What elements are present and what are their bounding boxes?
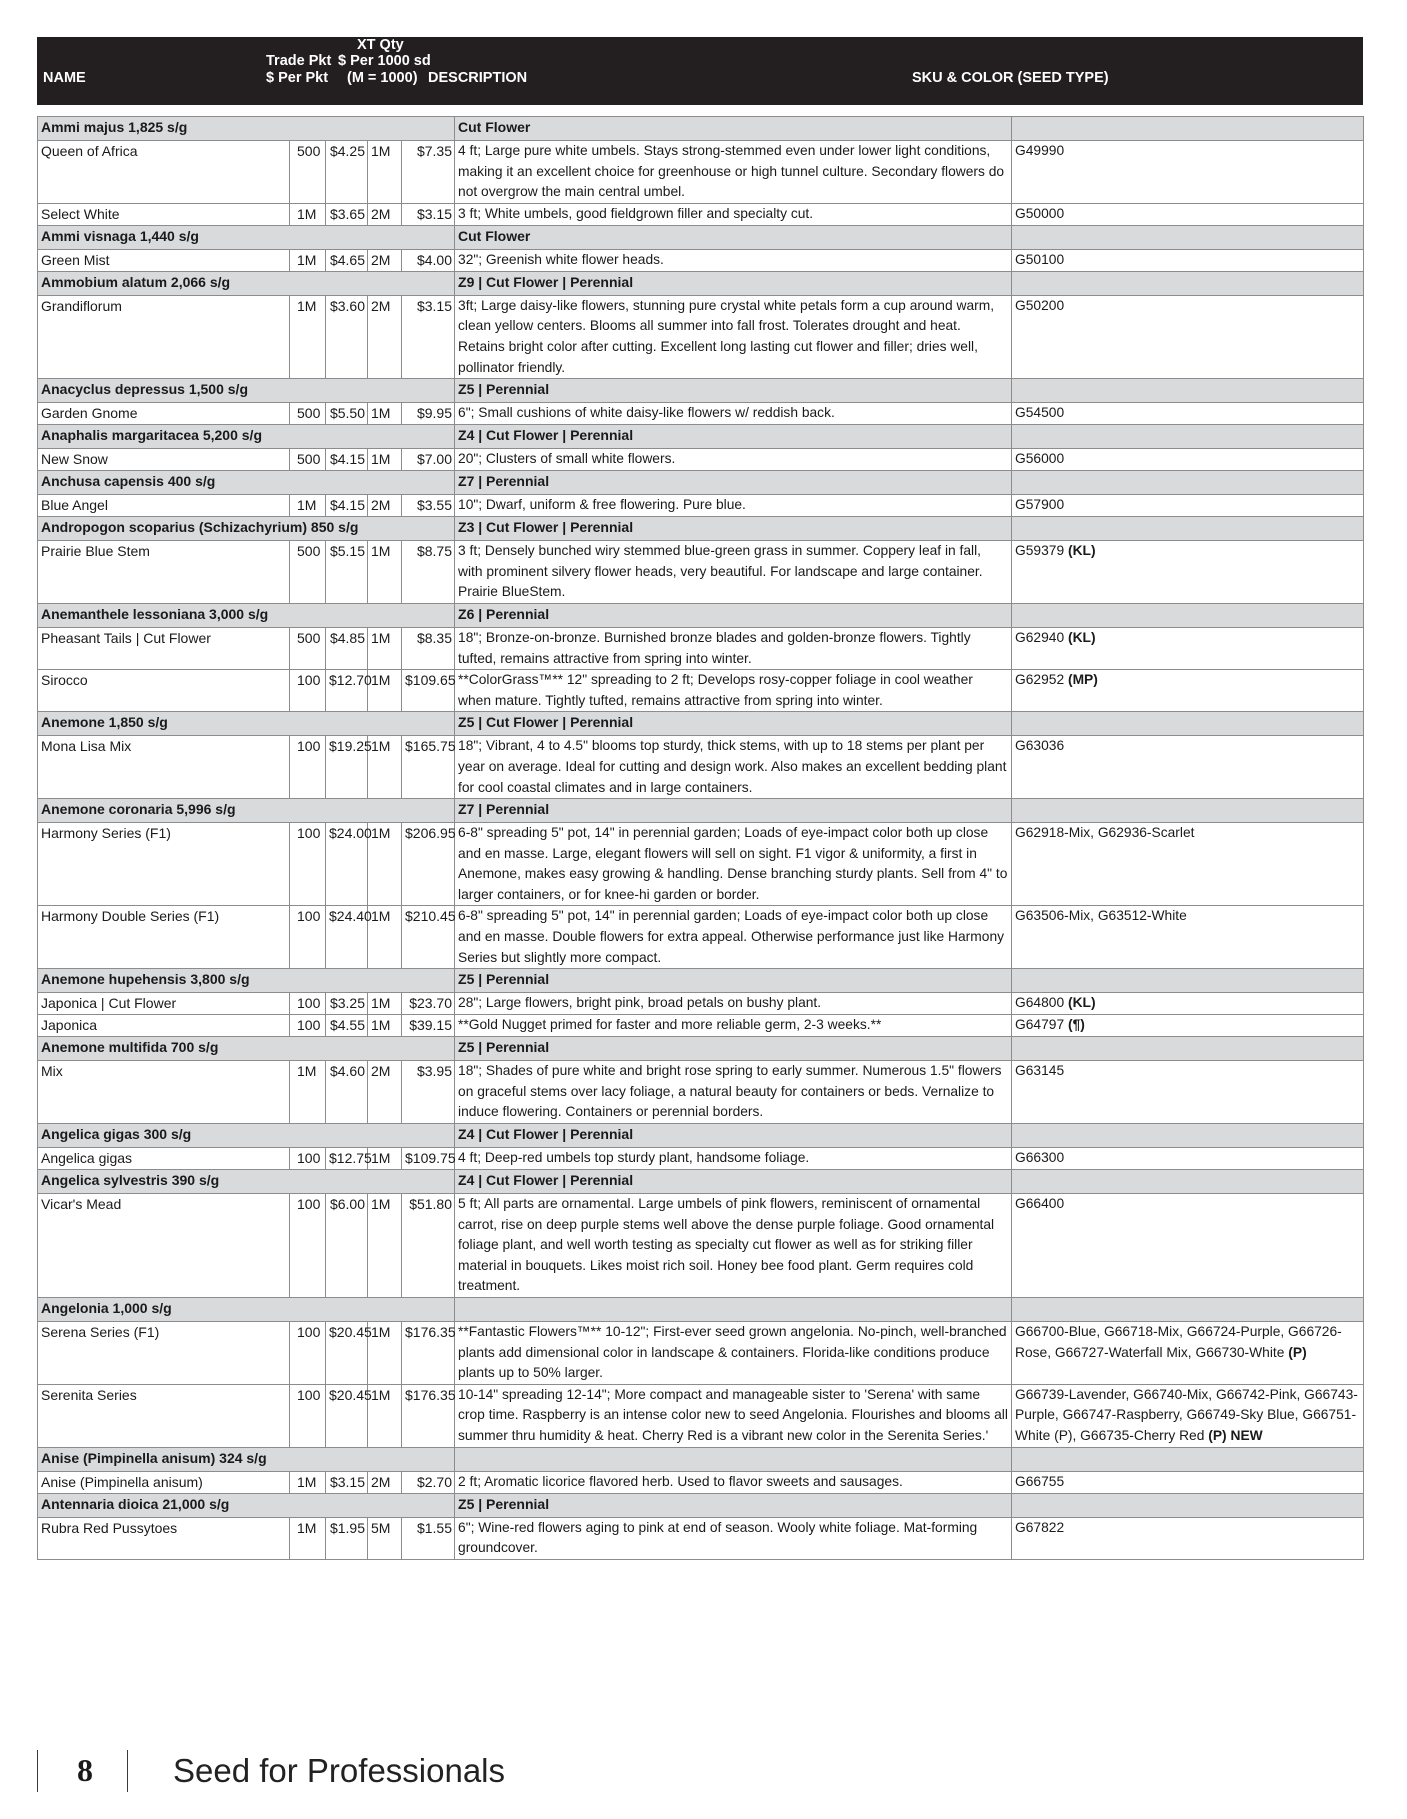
variety-description: 10"; Dwarf, uniform & free flowering. Pure blue. bbox=[455, 495, 1012, 517]
variety-description: 28"; Large flowers, bright pink, broad petals on bushy plant. bbox=[455, 993, 1012, 1015]
table-row bbox=[38, 993, 1364, 1015]
species-sku-blank bbox=[1012, 603, 1364, 627]
sku-color bbox=[1012, 495, 1364, 517]
trade-pkt-price: $6.00 bbox=[326, 1194, 368, 1298]
sku-color bbox=[1012, 736, 1364, 799]
sku-code: G56000 bbox=[1015, 451, 1065, 467]
sku-code: G67822 bbox=[1015, 1519, 1065, 1535]
header-xt-line3: (M = 1000) bbox=[347, 70, 418, 86]
xt-qty: 1M bbox=[368, 823, 402, 906]
xt-qty: 2M bbox=[368, 1471, 402, 1493]
sku-color bbox=[1012, 1194, 1364, 1298]
variety-name: Vicar's Mead bbox=[38, 1194, 290, 1298]
variety-name: Green Mist bbox=[38, 249, 290, 271]
species-sku-blank bbox=[1012, 1447, 1364, 1471]
trade-pkt-price: $12.70 bbox=[326, 670, 368, 712]
trade-pkt-qty: 100 bbox=[290, 1015, 326, 1037]
species-name: Anise (Pimpinella anisum) 324 s/g bbox=[38, 1447, 455, 1471]
xt-qty: 1M bbox=[368, 1015, 402, 1037]
trade-pkt-price: $3.60 bbox=[326, 295, 368, 378]
trade-pkt-price: $4.25 bbox=[326, 141, 368, 204]
species-header-row bbox=[38, 1037, 1364, 1061]
sku-color bbox=[1012, 1148, 1364, 1170]
variety-description: 20"; Clusters of small white flowers. bbox=[455, 449, 1012, 471]
xt-qty: 2M bbox=[368, 295, 402, 378]
xt-qty: 2M bbox=[368, 495, 402, 517]
species-sku-blank bbox=[1012, 117, 1364, 141]
sku-color bbox=[1012, 1517, 1364, 1559]
sku-color bbox=[1012, 627, 1364, 669]
xt-price: $1.55 bbox=[402, 1517, 455, 1559]
xt-price: $39.15 bbox=[402, 1015, 455, 1037]
species-type: Z5 | Perennial bbox=[455, 1037, 1012, 1061]
table-row bbox=[38, 203, 1364, 225]
variety-name: Harmony Double Series (F1) bbox=[38, 906, 290, 969]
sku-color bbox=[1012, 906, 1364, 969]
page-footer bbox=[37, 1744, 637, 1804]
xt-price: $206.95 bbox=[402, 823, 455, 906]
xt-price: $51.80 bbox=[402, 1194, 455, 1298]
variety-name: Mona Lisa Mix bbox=[38, 736, 290, 799]
species-type: Z6 | Perennial bbox=[455, 603, 1012, 627]
trade-pkt-qty: 100 bbox=[290, 1148, 326, 1170]
variety-name: Blue Angel bbox=[38, 495, 290, 517]
sku-code: G64800 bbox=[1015, 995, 1065, 1011]
species-sku-blank bbox=[1012, 379, 1364, 403]
species-name: Anemone coronaria 5,996 s/g bbox=[38, 799, 455, 823]
species-name: Anemanthele lessoniana 3,000 s/g bbox=[38, 603, 455, 627]
sku-code: G49990 bbox=[1015, 143, 1065, 158]
table-row bbox=[38, 1148, 1364, 1170]
variety-description: 4 ft; Large pure white umbels. Stays strong-stemmed even under lower light conditions, making it an excellent choice for greenhouse or high tunnel culture. Secondary flowers do not overgrow the main central umbel. bbox=[455, 141, 1012, 204]
sku-color bbox=[1012, 249, 1364, 271]
trade-pkt-qty: 100 bbox=[290, 1194, 326, 1298]
xt-price: $4.00 bbox=[402, 249, 455, 271]
xt-price: $9.95 bbox=[402, 403, 455, 425]
seed-type-badge: (¶) bbox=[1067, 1017, 1085, 1033]
species-type bbox=[455, 1298, 1012, 1322]
seed-type-badge: (P) NEW bbox=[1208, 1427, 1263, 1443]
table-header bbox=[37, 37, 1363, 105]
variety-description: 32"; Greenish white flower heads. bbox=[455, 249, 1012, 271]
trade-pkt-price: $4.15 bbox=[326, 495, 368, 517]
table-row bbox=[38, 906, 1364, 969]
sku-code: G63036 bbox=[1015, 738, 1065, 754]
page-number: 8 bbox=[77, 1752, 93, 1788]
variety-description: 5 ft; All parts are ornamental. Large umbels of pink flowers, reminiscent of ornamental carrot, rise on deep purple stems well above the dense purple foliage. Good ornamental foliage plant, and well worth testing as specialty cut flower as well as for striking filler material in bouquets. Likes moist rich soil. Honey bee food plant. Germ requires cold treatment. bbox=[455, 1194, 1012, 1298]
sku-code: G50200 bbox=[1015, 297, 1065, 313]
sku-color bbox=[1012, 1061, 1364, 1124]
variety-name: Angelica gigas bbox=[38, 1148, 290, 1170]
species-type: Z5 | Perennial bbox=[455, 1493, 1012, 1517]
species-header-row bbox=[38, 271, 1364, 295]
header-sku: SKU & COLOR (SEED TYPE) bbox=[912, 70, 1109, 86]
xt-price: $176.35 bbox=[402, 1384, 455, 1447]
species-header-row bbox=[38, 799, 1364, 823]
header-name: NAME bbox=[43, 70, 86, 86]
trade-pkt-qty: 100 bbox=[290, 993, 326, 1015]
species-sku-blank bbox=[1012, 1493, 1364, 1517]
variety-description: 4 ft; Deep-red umbels top sturdy plant, handsome foliage. bbox=[455, 1148, 1012, 1170]
sku-code: G59379 bbox=[1015, 543, 1065, 559]
trade-pkt-price: $20.45 bbox=[326, 1322, 368, 1385]
sku-code: G54500 bbox=[1015, 405, 1065, 421]
trade-pkt-price: $1.95 bbox=[326, 1517, 368, 1559]
trade-pkt-qty: 100 bbox=[290, 906, 326, 969]
sku-color bbox=[1012, 403, 1364, 425]
species-sku-blank bbox=[1012, 271, 1364, 295]
trade-pkt-qty: 100 bbox=[290, 823, 326, 906]
species-type: Z5 | Perennial bbox=[455, 379, 1012, 403]
species-name: Antennaria dioica 21,000 s/g bbox=[38, 1493, 455, 1517]
catalog-title: Seed for Professionals bbox=[173, 1752, 506, 1789]
variety-name: Garden Gnome bbox=[38, 403, 290, 425]
xt-price: $2.70 bbox=[402, 1471, 455, 1493]
sku-code: G50000 bbox=[1015, 205, 1065, 221]
sku-code: G50100 bbox=[1015, 251, 1065, 267]
species-header-row bbox=[38, 471, 1364, 495]
variety-description: **ColorGrass™** 12" spreading to 2 ft; Develops rosy-copper foliage in cool weather when mature. Tightly tufted, remains attractive from spring into winter. bbox=[455, 670, 1012, 712]
species-sku-blank bbox=[1012, 1037, 1364, 1061]
species-sku-blank bbox=[1012, 471, 1364, 495]
trade-pkt-qty: 1M bbox=[290, 495, 326, 517]
xt-price: $8.75 bbox=[402, 541, 455, 604]
variety-name: Anise (Pimpinella anisum) bbox=[38, 1471, 290, 1493]
variety-name: Harmony Series (F1) bbox=[38, 823, 290, 906]
variety-description: 2 ft; Aromatic licorice flavored herb. Used to flavor sweets and sausages. bbox=[455, 1471, 1012, 1493]
variety-description: 3ft; Large daisy-like flowers, stunning pure crystal white petals form a cup around warm, clean yellow centers. Blooms all summer into fall frost. Tolerates drought and heat. Retains bright color after cutting. Excellent long lasting cut flower and filler; dries well, pollinator friendly. bbox=[455, 295, 1012, 378]
sku-color bbox=[1012, 1015, 1364, 1037]
xt-qty: 1M bbox=[368, 1384, 402, 1447]
species-type: Cut Flower bbox=[455, 117, 1012, 141]
xt-qty: 1M bbox=[368, 1322, 402, 1385]
xt-price: $3.55 bbox=[402, 495, 455, 517]
xt-qty: 1M bbox=[368, 670, 402, 712]
header-description: DESCRIPTION bbox=[428, 70, 528, 86]
xt-price: $3.95 bbox=[402, 1061, 455, 1124]
species-sku-blank bbox=[1012, 225, 1364, 249]
species-header-row bbox=[38, 712, 1364, 736]
variety-description: 6-8" spreading 5" pot, 14" in perennial garden; Loads of eye-impact color both up close and en masse. Large, elegant flowers will sell on sight. F1 vigor & uniformity, a first in Anemone, makes easy growing & handling. Dense branching sturdy plants. Sell from 4" to larger containers, or for knee-hi garden or border. bbox=[455, 823, 1012, 906]
trade-pkt-qty: 100 bbox=[290, 670, 326, 712]
table-row bbox=[38, 295, 1364, 378]
trade-pkt-price: $5.50 bbox=[326, 403, 368, 425]
variety-description: **Gold Nugget primed for faster and more reliable germ, 2-3 weeks.** bbox=[455, 1015, 1012, 1037]
species-name: Angelonia 1,000 s/g bbox=[38, 1298, 455, 1322]
variety-name: Queen of Africa bbox=[38, 141, 290, 204]
seed-type-badge: (MP) bbox=[1067, 672, 1098, 688]
species-header-row bbox=[38, 379, 1364, 403]
table-row bbox=[38, 823, 1364, 906]
sku-color bbox=[1012, 823, 1364, 906]
xt-qty: 1M bbox=[368, 627, 402, 669]
variety-name: Japonica | Cut Flower bbox=[38, 993, 290, 1015]
trade-pkt-price: $4.85 bbox=[326, 627, 368, 669]
trade-pkt-qty: 100 bbox=[290, 736, 326, 799]
species-type: Z9 | Cut Flower | Perennial bbox=[455, 271, 1012, 295]
trade-pkt-price: $5.15 bbox=[326, 541, 368, 604]
species-header-row bbox=[38, 1493, 1364, 1517]
species-name: Anemone 1,850 s/g bbox=[38, 712, 455, 736]
species-name: Anaphalis margaritacea 5,200 s/g bbox=[38, 425, 455, 449]
species-name: Angelica gigas 300 s/g bbox=[38, 1124, 455, 1148]
xt-price: $7.35 bbox=[402, 141, 455, 204]
species-name: Ammi visnaga 1,440 s/g bbox=[38, 225, 455, 249]
species-header-row bbox=[38, 425, 1364, 449]
species-sku-blank bbox=[1012, 799, 1364, 823]
trade-pkt-qty: 1M bbox=[290, 1517, 326, 1559]
variety-name: Sirocco bbox=[38, 670, 290, 712]
trade-pkt-qty: 100 bbox=[290, 1322, 326, 1385]
species-type: Z7 | Perennial bbox=[455, 799, 1012, 823]
xt-qty: 1M bbox=[368, 541, 402, 604]
variety-description: 6"; Small cushions of white daisy-like flowers w/ reddish back. bbox=[455, 403, 1012, 425]
table-row bbox=[38, 541, 1364, 604]
sku-code: G64797 bbox=[1015, 1017, 1065, 1033]
species-header-row bbox=[38, 1298, 1364, 1322]
species-header-row bbox=[38, 603, 1364, 627]
trade-pkt-qty: 100 bbox=[290, 1384, 326, 1447]
xt-qty: 1M bbox=[368, 449, 402, 471]
species-sku-blank bbox=[1012, 1170, 1364, 1194]
species-name: Anemone hupehensis 3,800 s/g bbox=[38, 969, 455, 993]
xt-qty: 2M bbox=[368, 1061, 402, 1124]
sku-code: G63145 bbox=[1015, 1063, 1065, 1079]
xt-price: $3.15 bbox=[402, 295, 455, 378]
sku-code: G66755 bbox=[1015, 1473, 1065, 1489]
species-header-row bbox=[38, 1170, 1364, 1194]
header-xt-line2: $ Per 1000 sd bbox=[338, 53, 431, 69]
sku-color bbox=[1012, 141, 1364, 204]
trade-pkt-qty: 1M bbox=[290, 203, 326, 225]
species-type: Cut Flower bbox=[455, 225, 1012, 249]
variety-name: Prairie Blue Stem bbox=[38, 541, 290, 604]
xt-qty: 2M bbox=[368, 249, 402, 271]
variety-name: Mix bbox=[38, 1061, 290, 1124]
variety-name: Grandiflorum bbox=[38, 295, 290, 378]
table-row bbox=[38, 1517, 1364, 1559]
variety-name: Serena Series (F1) bbox=[38, 1322, 290, 1385]
table-row bbox=[38, 1015, 1364, 1037]
footer-divider bbox=[37, 1750, 38, 1792]
species-type: Z5 | Perennial bbox=[455, 969, 1012, 993]
trade-pkt-price: $12.75 bbox=[326, 1148, 368, 1170]
trade-pkt-qty: 1M bbox=[290, 1471, 326, 1493]
trade-pkt-qty: 500 bbox=[290, 141, 326, 204]
xt-price: $176.35 bbox=[402, 1322, 455, 1385]
variety-description: 10-14" spreading 12-14"; More compact and manageable sister to 'Serena' with same crop time. Raspberry is an intense color new to seed Angelonia. Flourishes and blooms all summer thru humidity & heat. Cherry Red is a vibrant new color in the Serenita Series.' bbox=[455, 1384, 1012, 1447]
sku-code: G62952 bbox=[1015, 672, 1065, 688]
species-sku-blank bbox=[1012, 517, 1364, 541]
table-row bbox=[38, 1322, 1364, 1385]
seed-type-badge: (KL) bbox=[1067, 543, 1096, 559]
species-sku-blank bbox=[1012, 1124, 1364, 1148]
trade-pkt-qty: 1M bbox=[290, 295, 326, 378]
footer-divider bbox=[127, 1750, 128, 1792]
species-name: Anemone multifida 700 s/g bbox=[38, 1037, 455, 1061]
sku-code: G66700-Blue, G66718-Mix, G66724-Purple, G66726-Rose, G66727-Waterfall Mix, G66730-White bbox=[1015, 1324, 1342, 1360]
trade-pkt-price: $4.55 bbox=[326, 1015, 368, 1037]
seed-type-badge: (KL) bbox=[1067, 629, 1096, 645]
sku-code: G63506-Mix, G63512-White bbox=[1015, 908, 1187, 924]
sku-code: G62918-Mix, G62936-Scarlet bbox=[1015, 825, 1195, 841]
xt-qty: 1M bbox=[368, 141, 402, 204]
sku-color bbox=[1012, 541, 1364, 604]
xt-qty: 1M bbox=[368, 736, 402, 799]
species-header-row bbox=[38, 1124, 1364, 1148]
species-header-row bbox=[38, 517, 1364, 541]
trade-pkt-price: $20.45 bbox=[326, 1384, 368, 1447]
species-name: Anchusa capensis 400 s/g bbox=[38, 471, 455, 495]
table-row bbox=[38, 141, 1364, 204]
sku-code: G66400 bbox=[1015, 1196, 1065, 1212]
table-row bbox=[38, 1471, 1364, 1493]
sku-color bbox=[1012, 295, 1364, 378]
species-header-row bbox=[38, 225, 1364, 249]
seed-type-badge: (KL) bbox=[1067, 995, 1096, 1011]
seed-type-badge: (P) bbox=[1288, 1344, 1307, 1360]
species-header-row bbox=[38, 969, 1364, 993]
table-row bbox=[38, 1194, 1364, 1298]
species-name: Anacyclus depressus 1,500 s/g bbox=[38, 379, 455, 403]
sku-color bbox=[1012, 1384, 1364, 1447]
species-type: Z4 | Cut Flower | Perennial bbox=[455, 1124, 1012, 1148]
xt-qty: 1M bbox=[368, 1148, 402, 1170]
sku-color bbox=[1012, 1471, 1364, 1493]
variety-description: 6-8" spreading 5" pot, 14" in perennial garden; Loads of eye-impact color both up close and en masse. Double flowers for extra appeal. Otherwise performance just like Harmony Series but slightly more compact. bbox=[455, 906, 1012, 969]
xt-qty: 1M bbox=[368, 993, 402, 1015]
species-header-row bbox=[38, 117, 1364, 141]
xt-qty: 1M bbox=[368, 403, 402, 425]
species-type bbox=[455, 1447, 1012, 1471]
variety-description: 3 ft; Densely bunched wiry stemmed blue-green grass in summer. Coppery leaf in fall, with prominent silvery flower heads, very beautiful. For landscape and large container. Prairie BlueStem. bbox=[455, 541, 1012, 604]
sku-color bbox=[1012, 993, 1364, 1015]
trade-pkt-price: $24.00 bbox=[326, 823, 368, 906]
variety-description: 6"; Wine-red flowers aging to pink at end of season. Wooly white foliage. Mat-forming groundcover. bbox=[455, 1517, 1012, 1559]
trade-pkt-price: $4.60 bbox=[326, 1061, 368, 1124]
table-row bbox=[38, 495, 1364, 517]
sku-code: G66739-Lavender, G66740-Mix, G66742-Pink, G66743-Purple, G66747-Raspberry, G66749-Sky Blue, G66751-White (P), G66735-Cherry Red bbox=[1015, 1386, 1358, 1443]
trade-pkt-price: $19.25 bbox=[326, 736, 368, 799]
species-type: Z4 | Cut Flower | Perennial bbox=[455, 425, 1012, 449]
species-type: Z3 | Cut Flower | Perennial bbox=[455, 517, 1012, 541]
trade-pkt-qty: 500 bbox=[290, 449, 326, 471]
header-trade-pkt-line1: Trade Pkt bbox=[266, 53, 332, 69]
xt-price: $109.75 bbox=[402, 1148, 455, 1170]
species-sku-blank bbox=[1012, 425, 1364, 449]
sku-code: G57900 bbox=[1015, 497, 1065, 513]
sku-color bbox=[1012, 1322, 1364, 1385]
trade-pkt-qty: 500 bbox=[290, 627, 326, 669]
table-row bbox=[38, 403, 1364, 425]
variety-description: 18"; Shades of pure white and bright rose spring to early summer. Numerous 1.5" flowers on graceful stems over lacy foliage, a natural beauty for containers or beds. Vernalize to induce flowering. Containers or perennial borders. bbox=[455, 1061, 1012, 1124]
xt-qty: 5M bbox=[368, 1517, 402, 1559]
xt-price: $23.70 bbox=[402, 993, 455, 1015]
variety-description: 18"; Vibrant, 4 to 4.5" blooms top sturdy, thick stems, with up to 18 stems per plant per year on average. Ideal for cutting and design work. Also makes an excellent bedding plant for cool coastal climates and in large containers. bbox=[455, 736, 1012, 799]
table-row bbox=[38, 1061, 1364, 1124]
xt-price: $165.75 bbox=[402, 736, 455, 799]
xt-qty: 1M bbox=[368, 906, 402, 969]
variety-description: 3 ft; White umbels, good fieldgrown filler and specialty cut. bbox=[455, 203, 1012, 225]
table-row bbox=[38, 449, 1364, 471]
xt-price: $109.65 bbox=[402, 670, 455, 712]
table-row bbox=[38, 627, 1364, 669]
variety-description: 18"; Bronze-on-bronze. Burnished bronze blades and golden-bronze flowers. Tightly tufted, remains attractive from spring into winter. bbox=[455, 627, 1012, 669]
variety-name: Japonica bbox=[38, 1015, 290, 1037]
species-sku-blank bbox=[1012, 712, 1364, 736]
trade-pkt-price: $3.15 bbox=[326, 1471, 368, 1493]
species-name: Andropogon scoparius (Schizachyrium) 850 s/g bbox=[38, 517, 455, 541]
seed-catalog-table bbox=[37, 116, 1364, 1560]
trade-pkt-qty: 500 bbox=[290, 541, 326, 604]
xt-price: $210.45 bbox=[402, 906, 455, 969]
xt-qty: 2M bbox=[368, 203, 402, 225]
sku-color bbox=[1012, 203, 1364, 225]
trade-pkt-price: $24.40 bbox=[326, 906, 368, 969]
variety-name: Pheasant Tails | Cut Flower bbox=[38, 627, 290, 669]
species-type: Z5 | Cut Flower | Perennial bbox=[455, 712, 1012, 736]
table-row bbox=[38, 249, 1364, 271]
variety-name: Select White bbox=[38, 203, 290, 225]
xt-price: $3.15 bbox=[402, 203, 455, 225]
species-type: Z7 | Perennial bbox=[455, 471, 1012, 495]
sku-color bbox=[1012, 449, 1364, 471]
variety-name: Rubra Red Pussytoes bbox=[38, 1517, 290, 1559]
xt-qty: 1M bbox=[368, 1194, 402, 1298]
xt-price: $8.35 bbox=[402, 627, 455, 669]
sku-color bbox=[1012, 670, 1364, 712]
species-sku-blank bbox=[1012, 969, 1364, 993]
header-xt-line1: XT Qty bbox=[357, 37, 404, 53]
species-sku-blank bbox=[1012, 1298, 1364, 1322]
xt-price: $7.00 bbox=[402, 449, 455, 471]
trade-pkt-price: $3.25 bbox=[326, 993, 368, 1015]
header-trade-pkt-line2: $ Per Pkt bbox=[266, 70, 329, 86]
sku-code: G62940 bbox=[1015, 629, 1065, 645]
trade-pkt-price: $3.65 bbox=[326, 203, 368, 225]
variety-description: **Fantastic Flowers™** 10-12"; First-ever seed grown angelonia. No-pinch, well-branched plants add dimensional color in landscape & containers. Florida-like conditions produce plants up to 50% larger. bbox=[455, 1322, 1012, 1385]
trade-pkt-qty: 500 bbox=[290, 403, 326, 425]
species-header-row bbox=[38, 1447, 1364, 1471]
table-row bbox=[38, 1384, 1364, 1447]
sku-code: G66300 bbox=[1015, 1150, 1065, 1166]
species-name: Ammi majus 1,825 s/g bbox=[38, 117, 455, 141]
trade-pkt-price: $4.15 bbox=[326, 449, 368, 471]
species-name: Angelica sylvestris 390 s/g bbox=[38, 1170, 455, 1194]
trade-pkt-qty: 1M bbox=[290, 1061, 326, 1124]
variety-name: Serenita Series bbox=[38, 1384, 290, 1447]
table-row bbox=[38, 736, 1364, 799]
trade-pkt-qty: 1M bbox=[290, 249, 326, 271]
table-row bbox=[38, 670, 1364, 712]
variety-name: New Snow bbox=[38, 449, 290, 471]
species-type: Z4 | Cut Flower | Perennial bbox=[455, 1170, 1012, 1194]
trade-pkt-price: $4.65 bbox=[326, 249, 368, 271]
species-name: Ammobium alatum 2,066 s/g bbox=[38, 271, 455, 295]
